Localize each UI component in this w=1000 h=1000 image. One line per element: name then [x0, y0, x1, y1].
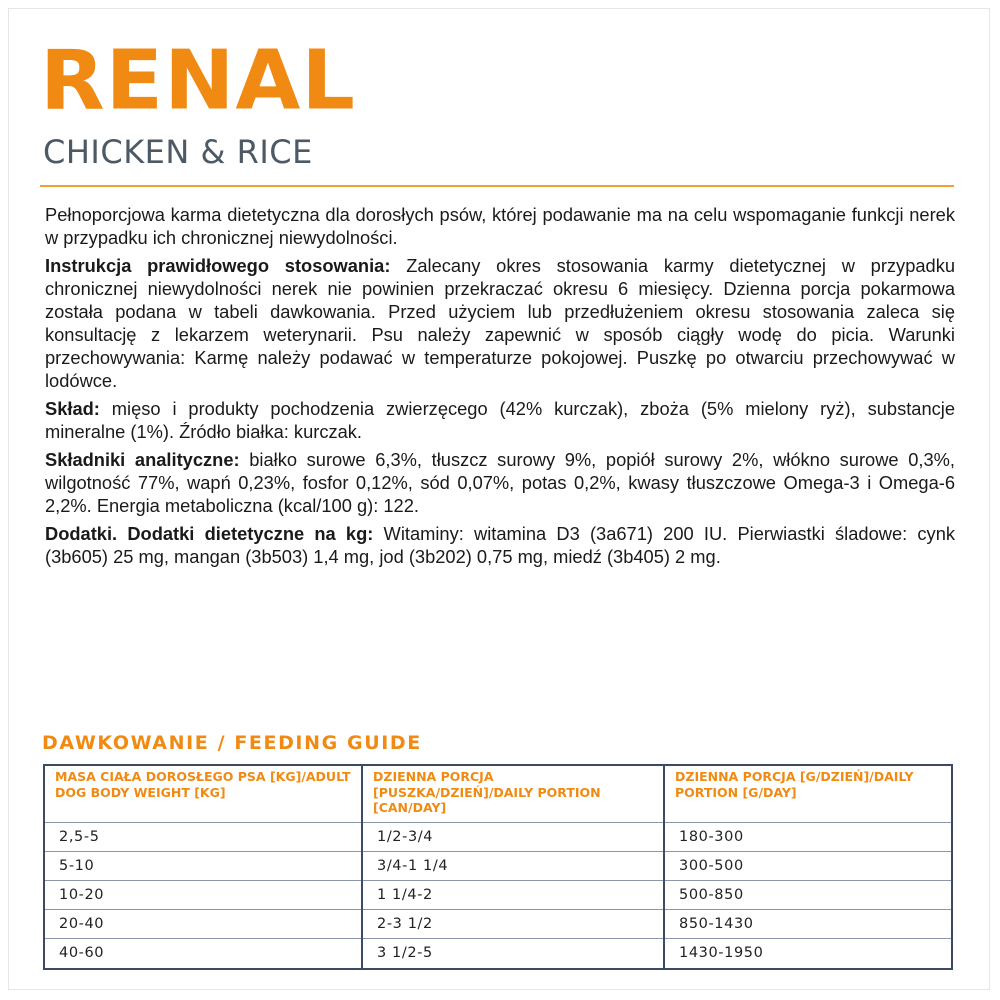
- weight-cell: 20-40: [45, 910, 361, 939]
- instructions-label: Instrukcja prawidłowego stosowania:: [45, 255, 391, 276]
- grams-cell: 300-500: [665, 852, 951, 881]
- grams-column-header: DZIENNA PORCJA [G/DZIEŃ]/DAILY PORTION [G/DAY]: [665, 766, 951, 823]
- product-description: [45, 203, 955, 573]
- intro-paragraph: Pełnoporcjowa karma dietetyczna dla dorosłych psów, której podawanie ma na celu wspomaganie funkcji nerek w przypadku ich chronicznej niewydolności.: [45, 204, 955, 248]
- header-divider: [40, 185, 954, 187]
- composition-label: Skład:: [45, 398, 100, 419]
- weight-column: [45, 766, 361, 968]
- analytical-paragraph: [45, 448, 955, 517]
- product-subtitle: CHICKEN & RICE: [43, 133, 313, 171]
- weight-cell: 2,5-5: [45, 823, 361, 852]
- composition-paragraph: [45, 397, 955, 443]
- product-title: RENAL: [40, 31, 356, 129]
- instructions-paragraph: [45, 254, 955, 392]
- analytical-label: Składniki analityczne:: [45, 449, 240, 470]
- additives-label: Dodatki. Dodatki dietetyczne na kg:: [45, 523, 374, 544]
- cans-cell: 3 1/2-5: [377, 945, 433, 961]
- cans-column: [361, 766, 663, 968]
- grams-cell: 850-1430: [665, 910, 951, 939]
- cans-cell: 1 1/4-2: [363, 881, 663, 910]
- analytical-text: białko surowe 6,3%, tłuszcz surowy 9%, popiół surowy 2%, włókno surowe 0,3%, wilgotność 77%, wapń 0,23%, fosfor 0,12%, sód 0,07%, potas 0,2%, kwasy tłuszczowe Omega-3 i Omega-6 2,2%. Energia metaboliczna (kcal/100 g): 122.: [45, 449, 955, 516]
- additives-text: Witaminy: witamina D3 (3a671) 200 IU. Pierwiastki śladowe: cynk (3b605) 25 mg, mangan (3b503) 1,4 mg, jod (3b202) 0,75 mg, miedź (3b405) 2 mg.: [45, 523, 955, 567]
- instructions-text: Zalecany okres stosowania karmy dietetycznej w przypadku chronicznej niewydolności nerek nie powinien przekraczać okresu 6 miesięcy. Dzienna porcja pokarmowa została podana w tabeli dawkowania. Przed użyciem lub przedłużeniem okresu stosowania zaleca się konsultację z lekarzem weterynarii. Psu należy zapewnić w sposób ciągły wodę do picia. Warunki przechowywania: Karmę należy podawać w temperaturze pokojowej. Puszkę po otwarciu przechowywać w lodówce.: [45, 255, 956, 391]
- grams-cell: 500-850: [665, 881, 951, 910]
- cans-column-header: DZIENNA PORCJA [PUSZKA/DZIEŃ]/DAILY PORTION [CAN/DAY]: [363, 766, 663, 823]
- grams-column: [663, 766, 951, 968]
- cans-cell: 1/2-3/4: [363, 823, 663, 852]
- additives-paragraph: [45, 522, 955, 568]
- feeding-guide-table: [43, 764, 953, 970]
- weight-cell: 10-20: [45, 881, 361, 910]
- composition-text: mięso i produkty pochodzenia zwierzęcego (42% kurczak), zboża (5% mielony ryż), substancje mineralne (1%). Źródło białka: kurczak.: [45, 398, 955, 442]
- feeding-guide-title: DAWKOWANIE / FEEDING GUIDE: [42, 732, 422, 754]
- cans-cell: 3/4-1 1/4: [363, 852, 663, 881]
- weight-column-header: MASA CIAŁA DOROSŁEGO PSA [KG]/ADULT DOG BODY WEIGHT [KG]: [45, 766, 361, 823]
- grams-cell: 1430-1950: [679, 945, 764, 961]
- cans-cell: 2-3 1/2: [363, 910, 663, 939]
- weight-cell: 40-60: [59, 945, 105, 961]
- grams-cell: 180-300: [665, 823, 951, 852]
- weight-cell: 5-10: [45, 852, 361, 881]
